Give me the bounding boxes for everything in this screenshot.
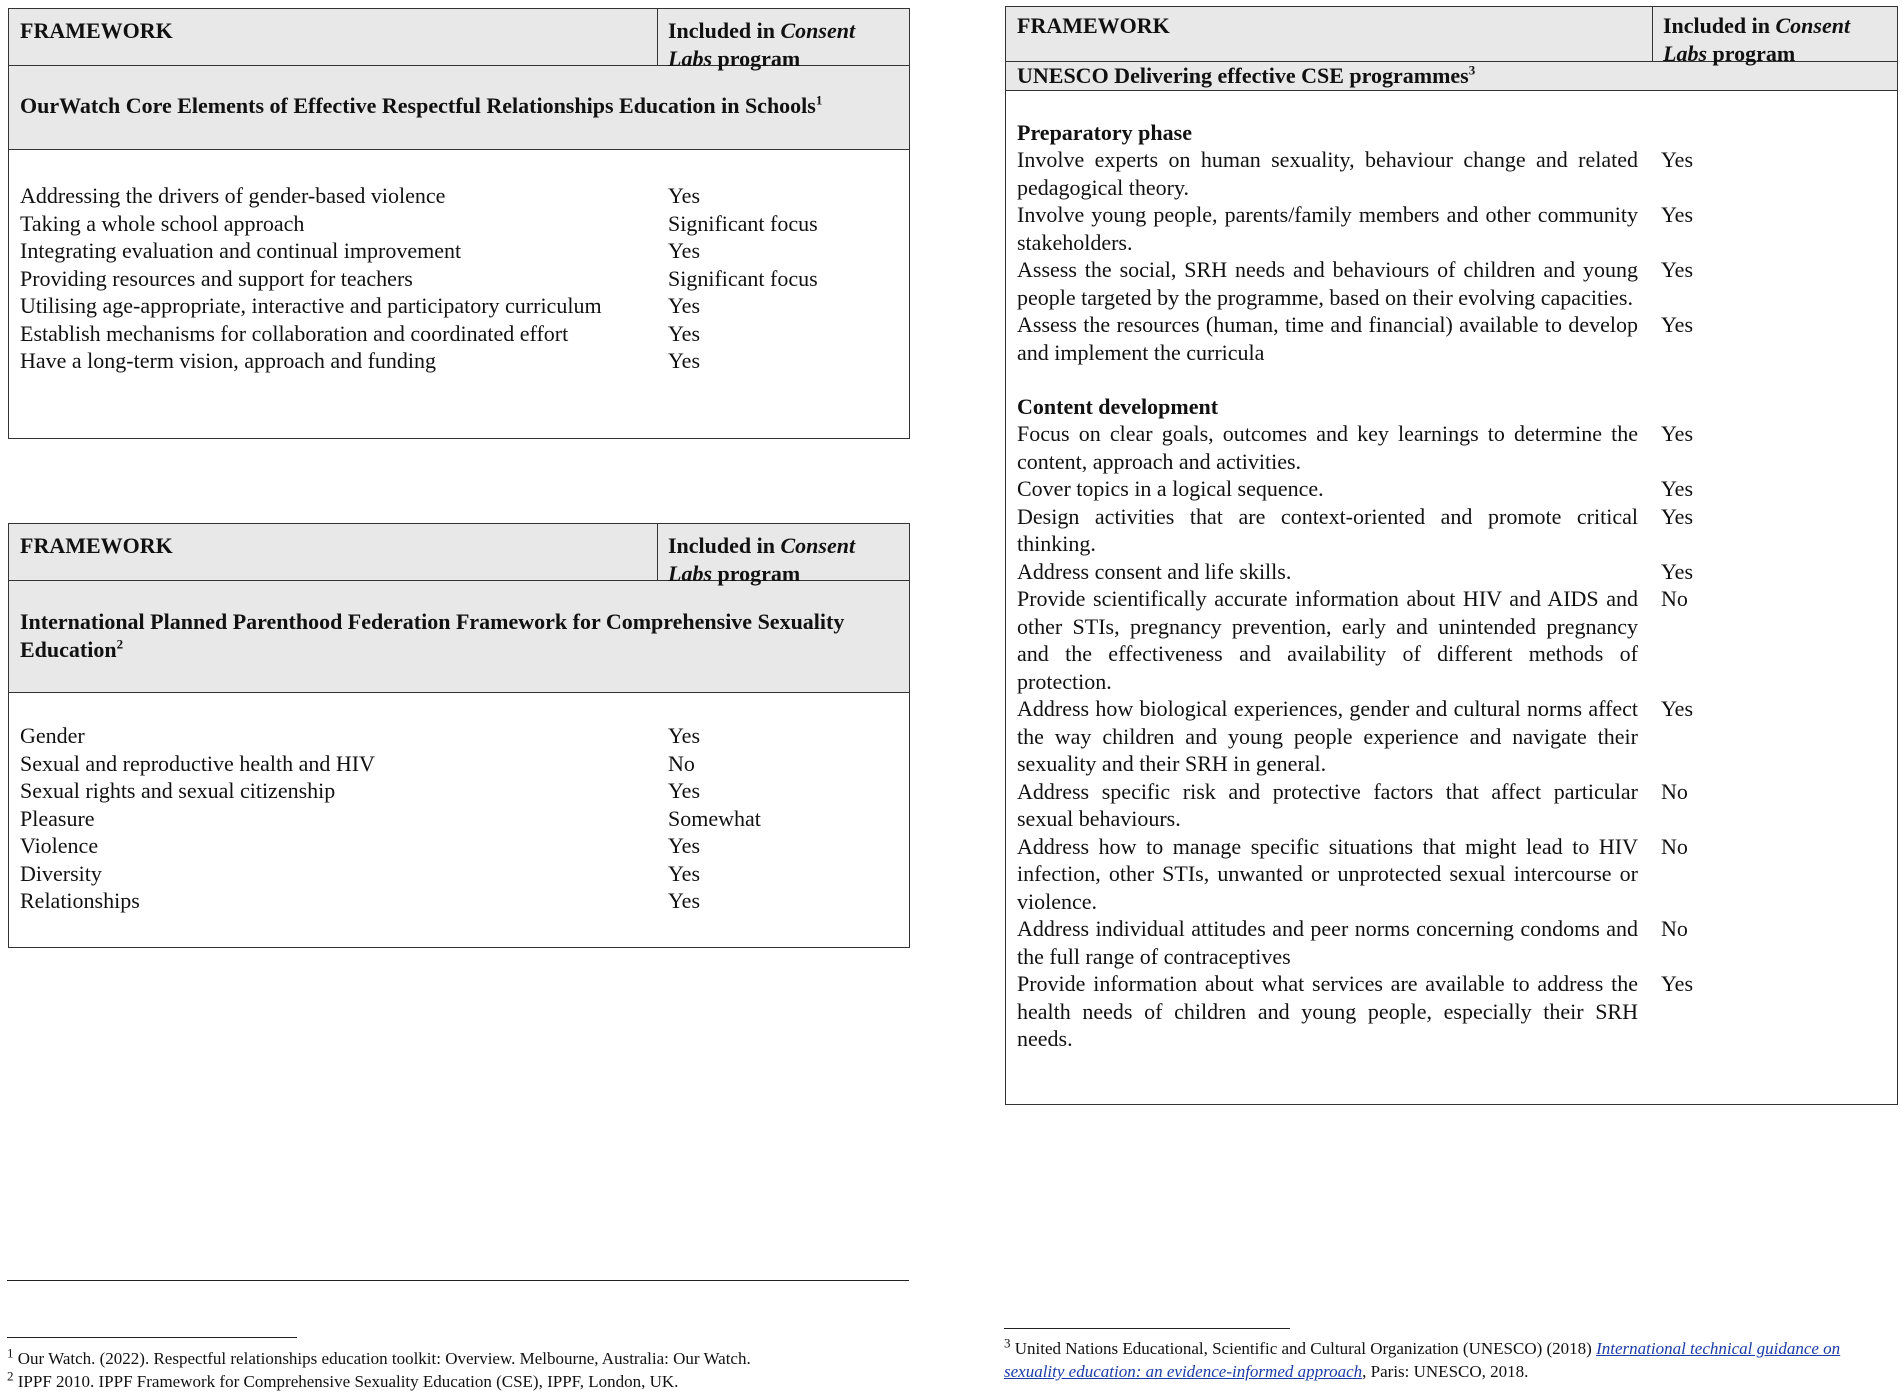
criterion-text: Address how to manage specific situations that might lead to HIV infection, other STIs, unwanted or unprotected sexual intercourse or violence. <box>1017 833 1638 914</box>
inclusion-value: Yes <box>668 723 701 748</box>
footnote-rule-left <box>7 1337 297 1338</box>
criterion-text: Design activities that are context-oriented and promote critical thinking. <box>1017 503 1638 556</box>
table-row <box>20 777 898 805</box>
header-included: Included in Consent Labs program <box>657 524 909 580</box>
framework-title: UNESCO Delivering effective CSE programmes$^3$ <box>1006 62 1897 91</box>
criterion-text: Utilising age-appropriate, interactive and participatory curriculum <box>20 293 602 318</box>
inclusion-value: Yes <box>1661 421 1694 446</box>
inclusion-value: No <box>1661 778 1688 804</box>
inclusion-value: Yes <box>668 293 701 318</box>
footnote-1: $^1$ Our Watch. (2022). Respectful relationships education toolkit: Overview. Melbourne, Australia: Our Watch. <box>7 1345 751 1368</box>
inclusion-value: No <box>1661 916 1688 941</box>
table-row <box>20 722 898 750</box>
criterion-text: Sexual rights and sexual citizenship <box>20 778 336 803</box>
criterion-text: Gender <box>20 723 85 748</box>
footnote-3: $^3$ United Nations Educational, Scientific and Cultural Organization (UNESCO) (2018) International technical guidance on sexuality education: an evidence-informed approach, Paris: UNESCO, 2018. <box>1004 1335 1841 1381</box>
framework-title: International Planned Parenthood Federation Framework for Comprehensive Sexuality Education$^2$ <box>9 581 909 693</box>
table-row <box>20 182 898 210</box>
ourwatch-table <box>8 8 910 439</box>
table-row <box>20 210 898 238</box>
criteria-list <box>1006 91 1897 1053</box>
criterion-text: Assess the resources (human, time and financial) available to develop and implement the curricula <box>1017 312 1638 365</box>
inclusion-value: Yes <box>668 183 701 208</box>
table-row <box>1017 503 1886 558</box>
inclusion-value: Yes <box>1661 476 1694 501</box>
inclusion-value: Yes <box>1661 558 1694 584</box>
table-row <box>20 887 898 915</box>
table-row <box>20 347 898 375</box>
table-row <box>1017 585 1886 695</box>
unesco-table <box>1005 6 1898 1105</box>
table-row <box>1017 915 1886 970</box>
table-row <box>1017 970 1886 1053</box>
table-header <box>1006 7 1897 66</box>
inclusion-value: Yes <box>1661 503 1694 529</box>
criterion-text: Taking a whole school approach <box>20 210 305 236</box>
section-heading: Preparatory phase <box>1017 120 1192 145</box>
ippf-table <box>8 523 910 948</box>
table-row <box>1017 256 1886 311</box>
criterion-text: Focus on clear goals, outcomes and key learnings to determine the content, approach and activities. <box>1017 421 1638 474</box>
inclusion-value: Somewhat <box>668 805 761 831</box>
table-row <box>20 805 898 833</box>
inclusion-value: Yes <box>668 348 701 373</box>
criterion-text: Sexual and reproductive health and HIV <box>20 750 375 776</box>
criterion-text: Address how biological experiences, gender and cultural norms affect the way children and young people experience and navigate their sexuality and their SRH in general. <box>1017 696 1638 776</box>
table-row <box>20 750 898 778</box>
section-heading: Content development <box>1017 394 1219 419</box>
inclusion-value: No <box>668 750 695 776</box>
table-row <box>1017 695 1886 778</box>
inclusion-value: Yes <box>668 320 701 346</box>
table-row <box>20 832 898 860</box>
table-row <box>20 860 898 888</box>
criterion-text: Relationships <box>20 888 140 913</box>
header-included: Included in Consent Labs program <box>1652 7 1897 61</box>
inclusion-value: Yes <box>1661 147 1694 172</box>
criterion-text: Provide scientifically accurate information about HIV and AIDS and other STIs, pregnancy prevention, early and unintended pregnancy and the effectiveness and availability of different methods of protection. <box>1017 586 1638 694</box>
table-row <box>1017 778 1886 833</box>
header-included: Included in Consent Labs program <box>657 9 909 65</box>
table-row <box>1017 201 1886 256</box>
table-row <box>1017 475 1886 503</box>
inclusion-value: Yes <box>1661 696 1694 721</box>
table-row <box>1017 558 1886 586</box>
inclusion-value: Yes <box>668 860 701 886</box>
criterion-text: Pleasure <box>20 805 95 831</box>
criterion-text: Cover topics in a logical sequence. <box>1017 476 1324 501</box>
criteria-list <box>9 693 909 915</box>
inclusion-value: Yes <box>668 238 701 263</box>
criterion-text: Provide information about what services are available to address the health needs of children and young people, especially their SRH needs. <box>1017 971 1638 1051</box>
criterion-text: Have a long-term vision, approach and funding <box>20 348 437 373</box>
criteria-list <box>9 150 909 375</box>
table-row <box>20 320 898 348</box>
criterion-text: Address consent and life skills. <box>1017 558 1292 584</box>
inclusion-value: Yes <box>1661 257 1694 282</box>
inclusion-value: Yes <box>668 888 701 913</box>
criterion-text: Providing resources and support for teachers <box>20 265 413 291</box>
criterion-text: Establish mechanisms for collaboration and coordinated effort <box>20 320 569 346</box>
footnote-rule-right <box>1004 1328 1290 1329</box>
framework-title: OurWatch Core Elements of Effective Respectful Relationships Education in Schools$^1$ <box>9 66 909 150</box>
inclusion-value: Yes <box>668 833 701 858</box>
criterion-text: Address specific risk and protective factors that affect particular sexual behaviours. <box>1017 778 1638 831</box>
header-framework: FRAMEWORK <box>1017 13 1170 38</box>
criterion-text: Addressing the drivers of gender-based violence <box>20 183 446 208</box>
inclusion-value: Significant focus <box>668 210 818 236</box>
inclusion-value: Yes <box>1661 312 1694 337</box>
inclusion-value: Yes <box>1661 202 1694 227</box>
table-header <box>9 9 909 71</box>
criterion-text: Assess the social, SRH needs and behaviours of children and young people targeted by the programme, based on their evolving capacities. <box>1017 257 1638 310</box>
table-row <box>20 292 898 320</box>
header-framework: FRAMEWORK <box>20 533 173 558</box>
page-divider <box>7 1280 909 1281</box>
criterion-text: Integrating evaluation and continual improvement <box>20 238 462 263</box>
criterion-text: Involve young people, parents/family members and other community stakeholders. <box>1017 202 1638 255</box>
inclusion-value: No <box>1661 833 1688 859</box>
header-framework: FRAMEWORK <box>20 18 173 43</box>
criterion-text: Address individual attitudes and peer norms concerning condoms and the full range of contraceptives <box>1017 916 1638 969</box>
criterion-text: Violence <box>20 833 99 858</box>
table-row <box>1017 311 1886 366</box>
table-header <box>9 524 909 586</box>
table-row <box>1017 833 1886 916</box>
criterion-text: Involve experts on human sexuality, behaviour change and related pedagogical theory. <box>1017 147 1638 200</box>
footnotes-left <box>7 1347 927 1393</box>
inclusion-value: No <box>1661 586 1688 611</box>
criterion-text: Diversity <box>20 860 102 886</box>
table-row <box>20 265 898 293</box>
footnote-2: $^2$ IPPF 2010. IPPF Framework for Comprehensive Sexuality Education (CSE), IPPF, London, UK. <box>7 1368 679 1391</box>
table-row <box>1017 146 1886 201</box>
inclusion-value: Yes <box>1661 971 1694 996</box>
unesco-guidance-link[interactable]: International technical guidance on sexuality education: an evidence-informed approach <box>1004 1339 1841 1381</box>
table-row <box>20 237 898 265</box>
inclusion-value: Significant focus <box>668 265 818 291</box>
table-row <box>1017 420 1886 475</box>
inclusion-value: Yes <box>668 778 701 803</box>
